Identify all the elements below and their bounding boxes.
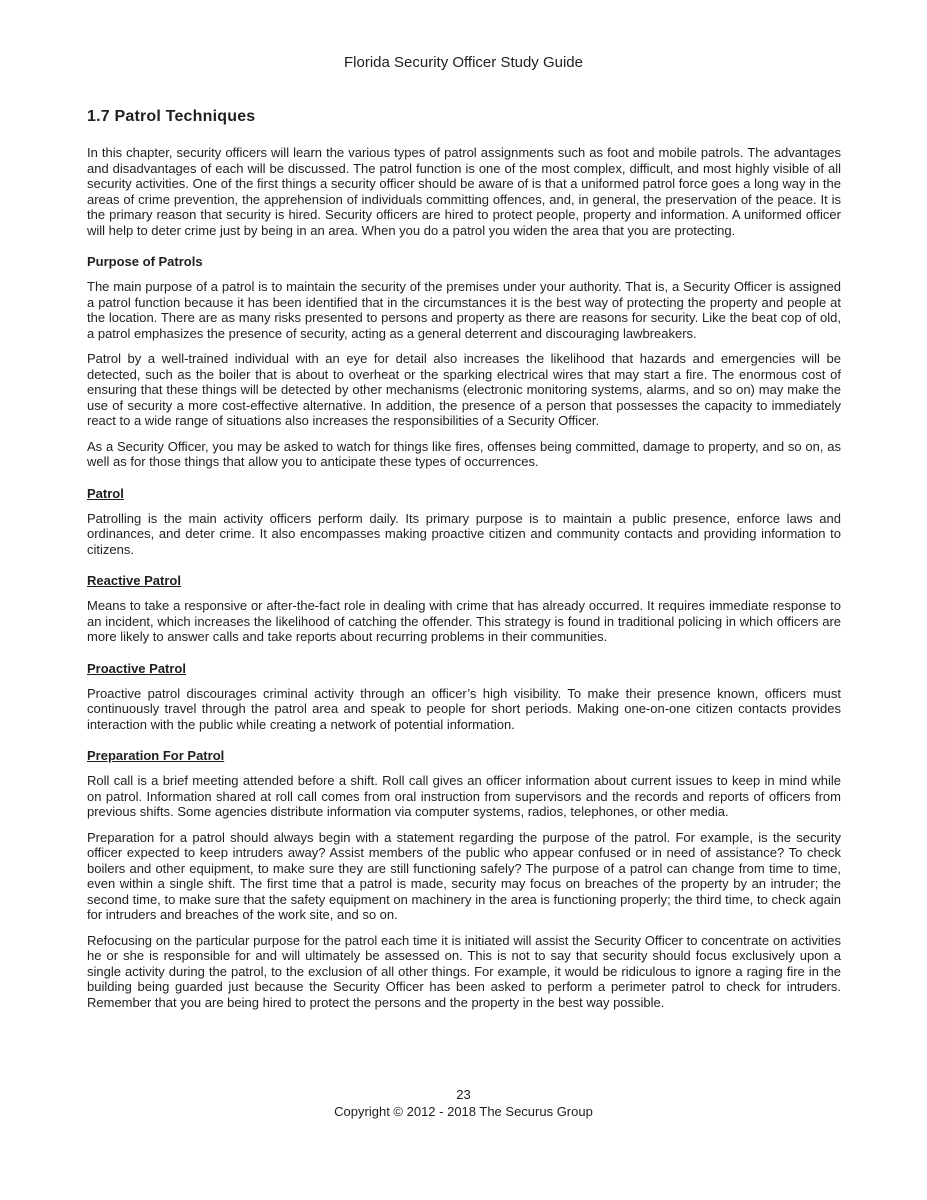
section-heading: Proactive Patrol [87,660,186,676]
section-reactive-patrol [87,573,841,645]
section-purpose-of-patrols [87,254,841,470]
page-number: 23 [456,1087,471,1102]
section-patrol [87,486,841,558]
copyright-line: Copyright © 2012 - 2018 The Securus Group [334,1103,593,1119]
paragraph: Means to take a responsive or after-the-fact role in dealing with crime that has already occurred. It requires immediate response to an incident, which increases the likelihood of catching the offender. This strategy is found in traditional policing in which officers are more likely to answer calls and take reports about recurring problems in their communities. [87,598,841,644]
paragraph: Patrol by a well-trained individual with an eye for detail also increases the likelihood that hazards and emergencies will be detected, such as the boiler that is about to overheat or the sparking electrical wires that may start a fire. The enormous cost of ensuring that these things will be detected by other mechanisms (electronic monitoring systems, alarms, and so on) may make the use of security a more cost-effective alternative. In addition, the presence of a person that possesses the capacity to immediately react to a wide range of situations also increases the responsibilities of a Security Officer. [87,351,841,428]
running-header-title: Florida Security Officer Study Guide [344,54,583,71]
paragraph: Refocusing on the particular purpose for the patrol each time it is initiated will assist the Security Officer to concentrate on activities he or she is responsible for and will ultimately be assessed on. This is not to say that security should focus exclusively upon a single activity during the patrol, to the exclusion of all other things. For example, it would be ridiculous to ignore a raging fire in the building being guarded just because the Security Officer has been asked to perform a perimeter patrol to check for intruders. Remember that you are being hired to protect the persons and the property in the best way possible. [87,932,841,1010]
paragraph: As a Security Officer, you may be asked to watch for things like fires, offenses being committed, damage to property, and so on, as well as for those things that allow you to anticipate these types of occurrences. [87,438,841,469]
page-footer [0,1087,927,1120]
section-heading: Purpose of Patrols [87,254,203,269]
section-heading: Patrol [87,485,124,501]
paragraph: Preparation for a patrol should always begin with a statement regarding the purpose of the patrol. For example, is the security officer expected to keep intruders away? Assist members of the public who appear confused or in need of assistance? To check boilers and other equipment, to make sure they are still functioning safely? The purpose of a patrol can change from time to time, even within a single shift. The first time that a patrol is made, security may focus on breaches of the property by an intruder; the second time, to make sure that the safety equipment on machinery in the area is functioning properly; the third time, to check again for intruders and breaches of the work site, and so on. [87,829,841,922]
paragraph: Roll call is a brief meeting attended before a shift. Roll call gives an officer information about current issues to keep in mind while on patrol. Information shared at roll call comes from oral instruction from supervisors and the records and reports of officers from previous shifts. Some agencies distribute information via computer systems, radios, telephones, or other media. [87,773,841,819]
intro-paragraph: In this chapter, security officers will learn the various types of patrol assignments such as foot and mobile patrols. The advantages and disadvantages of each will be discussed. The patrol function is one of the most complex, difficult, and most highly visible of all security activities. One of the first things a security officer should be aware of is that a uniformed patrol force goes a long way in the areas of crime prevention, the apprehension of individuals committing offences, and, in general, the preservation of the peace. It is the primary reason that security is hired. Security officers are hired to protect people, property and information. A uniformed officer will help to deter crime just by being in an area. When you do a patrol you widen the area that you are protecting. [87,145,841,238]
section-heading: Preparation For Patrol [87,748,225,763]
chapter-heading: 1.7 Patrol Techniques [87,108,256,125]
section-heading: Reactive Patrol [87,573,181,588]
paragraph: Patrolling is the main activity officers perform daily. Its primary purpose is to maintain a public presence, enforce laws and ordinances, and deter crime. It also encompasses making proactive citizen and community contacts and providing information to citizens. [87,510,841,557]
paragraph: Proactive patrol discourages criminal activity through an officer’s high visibility. To make their presence known, officers must continuously travel through the patrol area and speak to people for short periods. Making one-on-one citizen contacts provides interaction with the public while creating a network of potential information. [87,685,841,732]
paragraph: The main purpose of a patrol is to maintain the security of the premises under your authority. That is, a Security Officer is assigned a patrol function because it has been identified that in the circumstances it is the best way of protecting the property and people at the location. There are as many risks presented to persons and property as there are reasons for security. Like the beat cop of old, a patrol emphasizes the presence of security, acting as a general deterrent and discouraging lawbreakers. [87,279,841,341]
section-preparation-for-patrol [87,748,841,1010]
section-proactive-patrol [87,661,841,733]
page-content [87,108,841,1010]
